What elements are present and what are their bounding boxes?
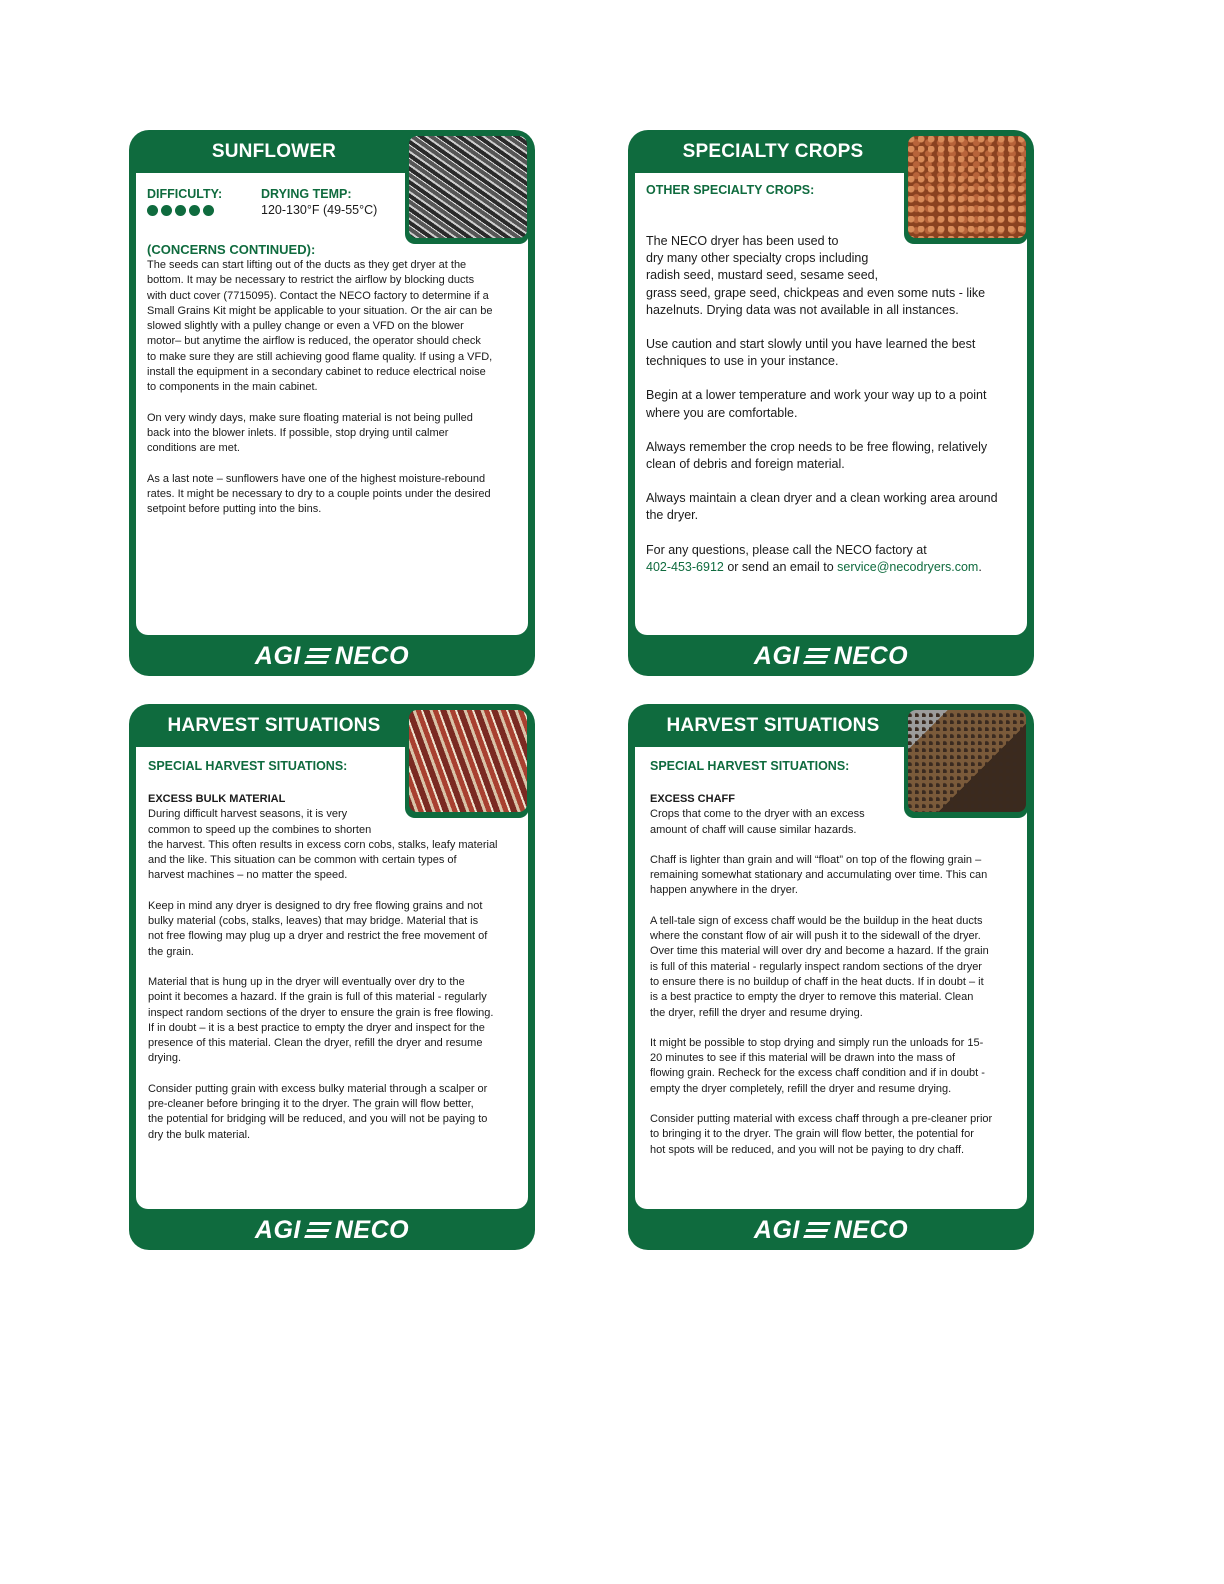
photo-frame bbox=[904, 710, 1028, 818]
section-heading: OTHER SPECIALTY CROPS: bbox=[646, 183, 815, 197]
card-footer bbox=[628, 1210, 1034, 1250]
paragraph: Consider putting material with excess chaff through a pre-cleaner prior to bringing it to the dryer. The grain will flow better, the potential for hot spots will be reduced, and you will not be paying to dry chaff. bbox=[650, 1113, 993, 1156]
agi-neco-logo bbox=[255, 1216, 409, 1245]
sunflower-seeds-photo bbox=[409, 136, 527, 238]
paragraph: During difficult harvest seasons, it is very common to speed up the combines to shorten the harvest. This often results in excess corn cobs, stalks, leafy material and the like. This situation can be common with certain types of harvest machines – no matter the speed. bbox=[148, 808, 498, 882]
logo-neco: NECO bbox=[334, 1215, 410, 1244]
logo-stripes-icon bbox=[304, 648, 332, 664]
card-text bbox=[650, 792, 1026, 1173]
difficulty-dot bbox=[147, 205, 158, 216]
logo-neco: NECO bbox=[334, 641, 410, 670]
section-heading: SPECIAL HARVEST SITUATIONS: bbox=[650, 759, 850, 773]
difficulty-dot bbox=[161, 205, 172, 216]
chaff-buildup-photo bbox=[908, 710, 1026, 812]
card-footer bbox=[129, 1210, 535, 1250]
paragraph: Use caution and start slowly until you have learned the best techniques to use in your instance. bbox=[646, 337, 976, 369]
card-footer bbox=[129, 636, 535, 676]
paragraph: Keep in mind any dryer is designed to dry free flowing grains and not bulky material (cobs, stalks, leaves) that may bridge. Material that is not free flowing may plug up a dryer and restrict the free movement of the grain. bbox=[148, 899, 488, 958]
card-title: HARVEST SITUATIONS bbox=[666, 715, 880, 736]
card-title: SUNFLOWER bbox=[211, 141, 337, 162]
difficulty-rating bbox=[147, 205, 222, 216]
photo-frame bbox=[405, 136, 529, 244]
difficulty-block bbox=[147, 187, 222, 216]
card-text bbox=[646, 233, 1028, 576]
logo-neco: NECO bbox=[833, 641, 909, 670]
difficulty-dot bbox=[189, 205, 200, 216]
paragraph: Begin at a lower temperature and work your way up to a point where you are comfortable. bbox=[646, 388, 987, 420]
contact-intro: For any questions, please call the NECO factory at bbox=[646, 542, 927, 557]
paragraph: Chaff is lighter than grain and will “float” on top of the flowing grain – remaining somewhat stationary and accumulating over time. This can happen anywhere in the dryer. bbox=[650, 853, 988, 897]
corn-cobs-photo bbox=[409, 710, 527, 812]
logo-neco: NECO bbox=[833, 1215, 909, 1244]
logo-agi: AGI bbox=[254, 1215, 301, 1244]
card-harvest-bulk bbox=[129, 704, 535, 1250]
paragraph: Crops that come to the dryer with an excess amount of chaff will cause similar hazards. bbox=[650, 808, 865, 836]
difficulty-label: DIFFICULTY: bbox=[147, 187, 223, 201]
paragraph: Material that is hung up in the dryer will eventually over dry to the point it becomes a hazard. If the grain is full of this material - regularly inspect random sections of the dryer to ensure the grain is free flowing. If in doubt – it is a best practice to empty the dryer and inspect for the presence of this material. Clean the dryer, refill the dryer and resume drying. bbox=[148, 975, 494, 1065]
contact-end: . bbox=[978, 559, 982, 574]
drying-temp-block bbox=[261, 187, 377, 217]
card-sunflower bbox=[129, 130, 535, 676]
contact-paragraph bbox=[646, 542, 1028, 576]
difficulty-dot bbox=[203, 205, 214, 216]
logo-stripes-icon bbox=[803, 648, 831, 664]
paragraph: As a last note – sunflowers have one of the highest moisture-rebound rates. It might be necessary to dry to a couple points under the desired setpoint before putting into the bins. bbox=[147, 472, 491, 516]
section-heading: (CONCERNS CONTINUED): bbox=[147, 242, 316, 257]
paragraph: Always maintain a clean dryer and a clean working area around the dryer. bbox=[646, 491, 998, 523]
paragraph: The NECO dryer has been used to dry many other specialty crops including radish seed, mustard seed, sesame seed, grass seed, grape seed, chickpeas and even some nuts - like hazelnuts. Drying data was not available in all instances. bbox=[646, 234, 986, 317]
card-text bbox=[148, 792, 528, 1158]
subheading: EXCESS BULK MATERIAL bbox=[148, 793, 286, 805]
email-link[interactable]: service@necodryers.com bbox=[837, 559, 979, 574]
drying-temp-label: DRYING TEMP: bbox=[261, 187, 352, 201]
logo-stripes-icon bbox=[803, 1222, 831, 1238]
subheading: EXCESS CHAFF bbox=[650, 793, 735, 805]
card-harvest-chaff bbox=[628, 704, 1034, 1250]
card-title: HARVEST SITUATIONS bbox=[167, 715, 381, 736]
card-specialty-crops bbox=[628, 130, 1034, 676]
difficulty-dot bbox=[175, 205, 186, 216]
paragraph: Always remember the crop needs to be free flowing, relatively clean of debris and foreign material. bbox=[646, 439, 988, 472]
logo-agi: AGI bbox=[254, 641, 301, 670]
paragraph: Consider putting grain with excess bulky material through a scalper or pre-cleaner before bringing it to the dryer. The grain will flow better, the potential for bridging will be reduced, and you will not be paying to dry the bulk material. bbox=[148, 1082, 488, 1141]
photo-frame bbox=[405, 710, 529, 818]
paragraph: The seeds can start lifting out of the ducts as they get dryer at the bottom. It may be necessary to restrict the airflow by blocking ducts with duct cover (7715095). Contact the NECO factory to determine if a Small Grains Kit might be applicable to your situation. Or the air can be slowed slightly with a pulley change or even a VFD on the blower motor– but anytime the airflow is reduced, the operator should check to make sure they are still achieving good flame quality. If using a VFD, install the equipment in a secondary cabinet to reduce electrical noise to components in the main cabinet. bbox=[147, 259, 493, 394]
logo-agi: AGI bbox=[753, 641, 800, 670]
sorghum-grain-photo bbox=[908, 136, 1026, 238]
phone-link[interactable]: 402-453-6912 bbox=[646, 559, 724, 574]
section-heading: SPECIAL HARVEST SITUATIONS: bbox=[148, 759, 348, 773]
agi-neco-logo bbox=[754, 642, 908, 671]
agi-neco-logo bbox=[255, 642, 409, 671]
paragraph: A tell-tale sign of excess chaff would be the buildup in the heat ducts where the constant flow of air will push it to the sidewall of the dryer. Over time this material will over dry and become a hazard. If the grain is full of this material - regularly inspect random sections of the dryer to ensure there is no buildup of chaff in the heat ducts. If in doubt – it is a best practice to empty the dryer to remove this material. Clean the dryer, refill the dryer and resume drying. bbox=[650, 914, 989, 1019]
photo-frame bbox=[904, 136, 1028, 244]
contact-mid: or send an email to bbox=[723, 559, 838, 574]
card-footer bbox=[628, 636, 1034, 676]
drying-temp-value: 120-130°F (49-55°C) bbox=[261, 203, 378, 217]
card-title: SPECIALTY CROPS bbox=[682, 141, 864, 162]
paragraph: On very windy days, make sure floating material is not being pulled back into the blower inlets. If possible, stop drying until calmer conditions are met. bbox=[147, 411, 473, 455]
logo-stripes-icon bbox=[304, 1222, 332, 1238]
logo-agi: AGI bbox=[753, 1215, 800, 1244]
card-text bbox=[147, 258, 525, 532]
paragraph: It might be possible to stop drying and simply run the unloads for 15- 20 minutes to see if this material will be drawn into the mass of flowing grain. Recheck for the excess chaff condition and if in doubt - empty the dryer completely, refill the dryer and resume drying. bbox=[650, 1036, 985, 1095]
agi-neco-logo bbox=[754, 1216, 908, 1245]
